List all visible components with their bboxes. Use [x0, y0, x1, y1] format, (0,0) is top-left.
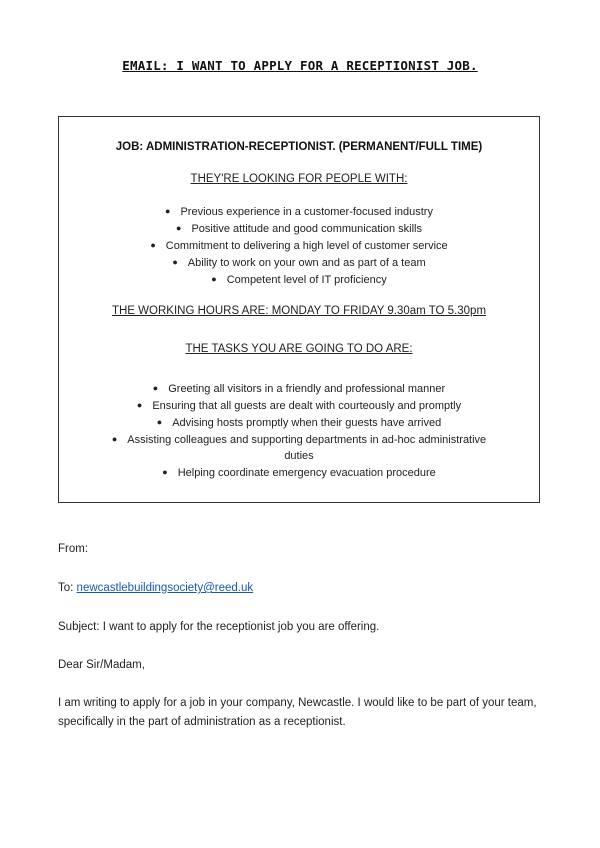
- job-description-box: [58, 116, 540, 503]
- greeting: Dear Sir/Madam,: [58, 659, 145, 671]
- working-hours: THE WORKING HOURS ARE: MONDAY TO FRIDAY 9.30am TO 5.30pm: [111, 305, 487, 317]
- to-label: To:: [58, 582, 74, 594]
- recipient-email-link[interactable]: newcastlebuildingsociety@reed.uk: [76, 582, 254, 594]
- page-title: EMAIL: I WANT TO APPLY FOR A RECEPTIONIST JOB.: [122, 58, 478, 73]
- bullet-icon: ●: [176, 223, 182, 233]
- list-item: ● Previous experience in a customer-focused industry: [59, 203, 539, 220]
- list-item: ● Competent level of IT proficiency: [59, 271, 539, 288]
- bullet-icon: ●: [172, 257, 178, 267]
- list-item: ● Helping coordinate emergency evacuation procedure: [59, 464, 539, 481]
- list-item: ● Greeting all visitors in a friendly and professional manner: [59, 380, 539, 397]
- bullet-icon: ●: [152, 383, 159, 393]
- bullet-icon: ●: [111, 434, 118, 444]
- bullet-icon: ●: [165, 206, 171, 216]
- looking-for-heading: THEY'RE LOOKING FOR PEOPLE WITH:: [190, 173, 408, 185]
- tasks-list: [59, 380, 539, 481]
- from-line: From:: [58, 543, 89, 555]
- bullet-icon: ●: [162, 467, 168, 477]
- requirements-list: [59, 203, 539, 288]
- list-item: ● Ability to work on your own and as part of a team: [59, 254, 539, 271]
- subject-line: Subject: I want to apply for the receptionist job you are offering.: [58, 621, 380, 633]
- bullet-icon: ●: [156, 417, 163, 427]
- email-body: I am writing to apply for a job in your company, Newcastle. I would like to be part of your team, specifically in the part of administration as a receptionist.: [58, 697, 537, 728]
- to-line: [58, 579, 548, 598]
- list-item: ● Ensuring that all guests are dealt with courteously and promptly: [59, 397, 539, 414]
- bullet-icon: ●: [136, 400, 143, 410]
- bullet-icon: ●: [211, 274, 217, 284]
- list-item: ● Positive attitude and good communication skills: [59, 220, 539, 237]
- list-item: ● Commitment to delivering a high level of customer service: [59, 237, 539, 254]
- bullet-icon: ●: [150, 240, 156, 250]
- list-item: ● Assisting colleagues and supporting departments in ad-hoc administrative duties: [59, 431, 539, 464]
- tasks-heading: THE TASKS YOU ARE GOING TO DO ARE:: [185, 343, 413, 355]
- job-title: JOB: ADMINISTRATION-RECEPTIONIST. (PERMANENT/FULL TIME): [115, 141, 483, 153]
- list-item: ● Advising hosts promptly when their guests have arrived: [59, 414, 539, 431]
